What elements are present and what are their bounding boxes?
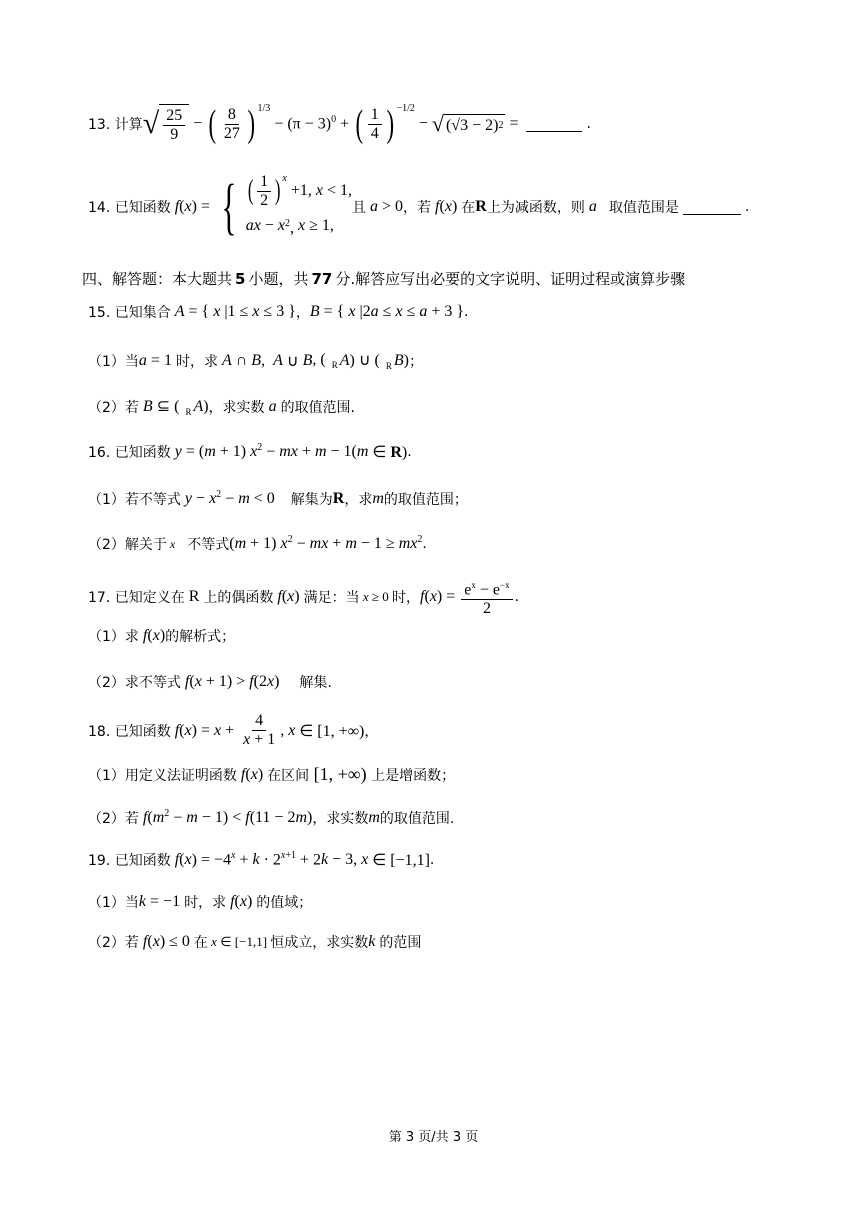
question-15: 15. 已知集合 A = { x |1 ≤ x ≤ 3 } ， B = { x |2 a ≤ x ≤ a + 3 } . — [88, 303, 469, 321]
question-19-part-1: （1）当 k = −1 时，求 f ( x ) 的值域； — [88, 893, 313, 911]
section-4-heading: 四、解答题：本大题共 5 小题，共 77 分.解答应写出必要的文字说明、证明过程或演算步骤 — [82, 269, 686, 288]
question-19-part-2: （2）若 f ( x ) ≤ 0 在 x ∈ [−1,1] 恒成立，求实数 k 的范围 — [88, 933, 422, 951]
q13-answer-blank[interactable] — [526, 117, 582, 132]
question-18-part-2: （2）若 f ( m $^2$ − m − 1) < f (11 − 2 m ) ，求实数 m 的取值范围. — [88, 808, 455, 827]
question-16-part-1: （1）若不等式 y − x $^2$ − m < 0 解集为 R ，求 m 的取值范围； — [88, 489, 468, 508]
question-18-part-1: （1）用定义法证明函数 f ( x ) 在区间 [1, +∞) 上是增函数； — [88, 764, 456, 784]
question-15-part-2: （2）若 B ⊆ ( $_R$ A ) ，求实数 a 的取值范围. — [88, 397, 356, 418]
question-17-part-1: （1）求 f ( x ) 的解析式； — [88, 627, 236, 645]
q14-label: 14. 已知函数 — [88, 200, 171, 217]
question-16-part-2: （2）解关于 x 不等式 ( m + 1) x $^2$ − mx + m − 1 ≥ mx $^2$ . — [88, 534, 427, 553]
piecewise-cases: ( $\frac{1}{2}$ ) x +1, x < 1, ax − x $^2$, x ≥ 1, — [245, 172, 353, 237]
question-14: 14. 已知函数 f ( x ) = { ( $\frac{1}{2}$ ) x +1, x < 1, ax − x $^2$, x ≥ 1, 且 a > 0 ，若 f ( x ) 在 R 上为减函数，则 a 取值范围是 . — [88, 172, 750, 242]
question-13: 13. 计算 √ $\frac{25}{9}$ − ( $\frac{8}{27}$ ) 1/3 − $(\pi - 3)^0$ + ( $\frac{1}{4}$ ) −1/2 − √ (√3 − 2) 2 = . — [88, 102, 591, 145]
sqrt-25-9: √ $\frac{25}{9}$ — [143, 104, 189, 144]
page-number-footer: 第 3 页/共 3 页 — [388, 1130, 479, 1145]
question-17: 17. 已知定义在 R 上的偶函数 f ( x ) 满足：当 x ≥ 0 时， f ( x ) = $\frac{e^x - e^{-x}}{2}$ . — [88, 576, 519, 618]
question-17-part-2: （2）求不等式 f ( x + 1) > f (2 x ) 解集. — [88, 673, 332, 691]
question-19: 19. 已知函数 f ( x ) = $-4^x$ + k · $2^{x+1} + 2$ k − 3, x ∈ [−1,1] . — [88, 850, 435, 869]
q14-answer-blank[interactable] — [683, 200, 741, 215]
q17-fraction: $\frac{e^x - e^{-x}}{2}$ — [461, 576, 512, 618]
question-18: 18. 已知函数 f ( x ) = x + $\frac{4}{x + 1}$ , x ∈ [1, +∞) ， — [88, 712, 379, 748]
question-16: 16. 已知函数 y = ( m + 1) x $^2$ − mx + m − 1( m ∈ R) . — [88, 442, 412, 461]
q13-label: 13. 计算 — [88, 117, 143, 133]
question-15-part-1: （1）当 a = 1 时，求 A ∩ B , A ∪ B , ( $_R$ A ) ∪ ( $_R$ B ) ； — [88, 351, 423, 372]
